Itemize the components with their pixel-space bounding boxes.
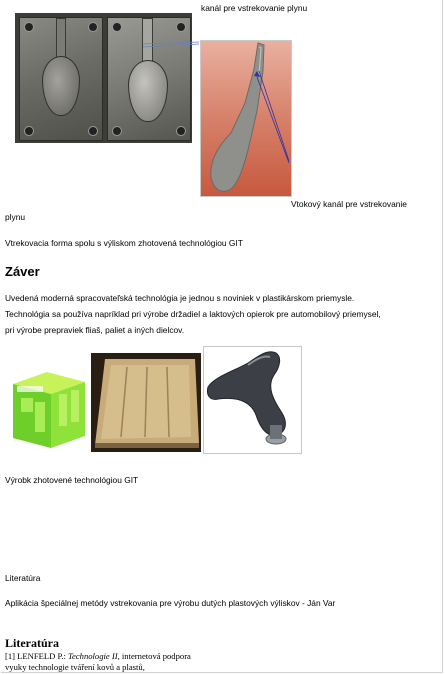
conclusion-line: pri výrobe prepraviek fliaš, paliet a iných dielcov. xyxy=(5,325,185,336)
bolt-icon xyxy=(112,126,122,136)
moulded-part xyxy=(128,60,168,122)
runner-channel xyxy=(56,18,66,60)
scoop-drawing xyxy=(201,41,291,196)
caption-right-continued: plynu xyxy=(5,212,26,222)
caption-products: Výrobk zhotovené technológiou GIT xyxy=(5,475,139,485)
conclusion-line: Technológia sa používa napríklad pri výrobe držadiel a laktových opierok pre automobilový priemysel, xyxy=(5,309,381,320)
reference-author: [1] LENFELD P.: xyxy=(5,651,69,661)
handle-part-photo xyxy=(203,346,302,454)
reference-title: Technologie II xyxy=(68,651,118,661)
bolt-icon xyxy=(88,126,98,136)
green-crate-drawing xyxy=(7,358,89,451)
reference-suffix: , internetová podpora xyxy=(117,651,191,661)
green-crate-photo xyxy=(7,358,89,451)
caption-right: Vtokový kanál pre vstrekovanie xyxy=(291,199,407,209)
reference-line-2: vyuky technologie tváření kovů a plastů, xyxy=(5,662,145,672)
conclusion-line: Uvedená moderná spracovateľská technológia je jednou s noviniek v plastikárskom priemysle. xyxy=(5,293,355,303)
bolt-icon xyxy=(88,22,98,32)
document-page xyxy=(1,0,443,673)
bolt-icon xyxy=(24,22,34,32)
section-heading: Záver xyxy=(5,264,40,279)
pallet-tray-photo xyxy=(91,353,201,452)
literature-label: Literatúra xyxy=(5,573,41,583)
conclusion-paragraph xyxy=(5,290,441,339)
pallet-tray-drawing xyxy=(91,353,201,452)
reference-line-1 xyxy=(5,651,191,662)
pointer-lines xyxy=(141,30,201,50)
reference-heading: Literatúra xyxy=(5,636,59,650)
literature-entry: Aplikácia špeciálnej metódy vstrekovania pre výrobu dutých plastových výliskov - Ján Var xyxy=(5,598,336,608)
bolt-icon xyxy=(24,126,34,136)
caption-mould: Vtrekovacia forma spolu s výliskom zhotovená technológiou GIT xyxy=(5,238,243,248)
handle-part-drawing xyxy=(204,347,301,453)
scoop-photo xyxy=(200,40,292,197)
mould-cavity xyxy=(42,56,80,116)
caption-top: kanál pre vstrekovanie plynu xyxy=(201,3,308,13)
mould-half-left xyxy=(19,17,103,141)
bolt-icon xyxy=(112,22,122,32)
bolt-icon xyxy=(176,126,186,136)
